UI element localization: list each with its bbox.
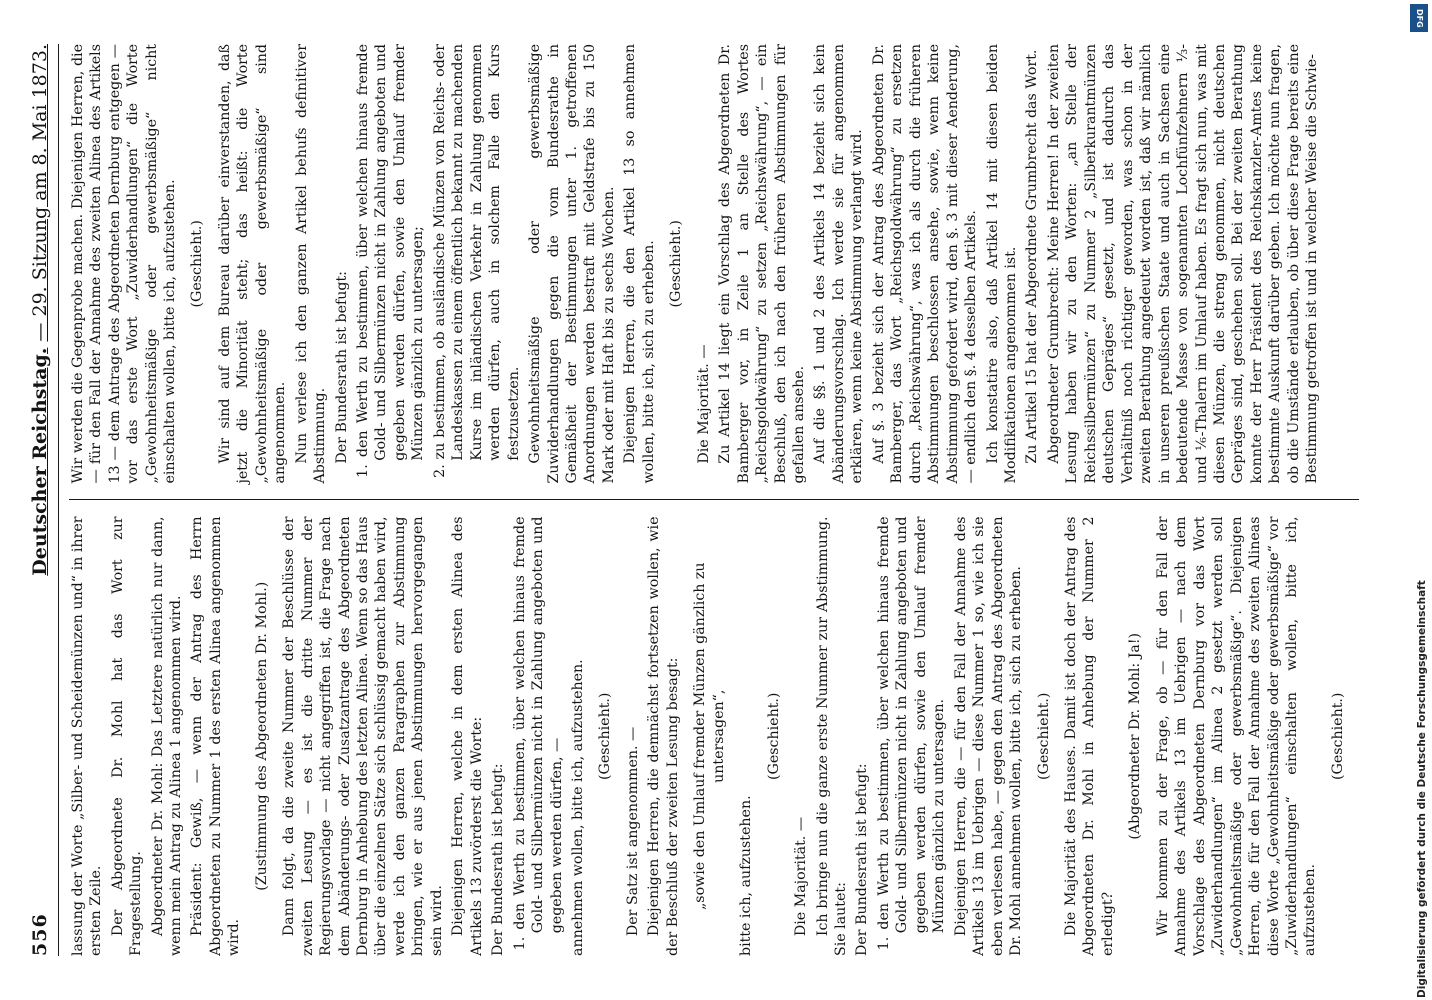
left-column-paragraph: annehmen wollen, bitte ich, aufzustehen. (570, 659, 587, 956)
right-column-paragraph: Diejenigen Herren, die den Artikel 13 so annehmen wollen, bitte ich, sich zu erheben. (622, 44, 657, 484)
left-column-paragraph: Der Bundesrath ist befugt: (490, 763, 507, 956)
right-column-paragraph: Wir werden die Gegenprobe machen. Diejenigen Herren, die — für den Fall der Annahme des zweiten Alinea des Artikels 13 — dem Antrage des Abgeordneten Dernburg entgegen — vor das erste Wort „Zuwiderhandlungen“ die Worte „Gewohnheitsmäßige oder gewerbsmäßige“ nicht einschalten wollen, bitte ich, aufzustehen. (69, 44, 178, 484)
publication-title: Deutscher Reichstag. (29, 347, 51, 576)
left-column-paragraph: Die Majorität. — (793, 816, 810, 937)
dfg-notice: Digitalisierung gefördert durch die Deutsche Forschungsgemeinschaft (1416, 580, 1428, 998)
right-column-paragraph: 1. den Werth zu bestimmen, über welchen hinaus fremde Gold- und Silbermünzen nicht in Zahlung angeboten und gegeben werden dürfen, sowie den Umlauf fremder Münzen gänzlich zu untersagen; (355, 44, 427, 478)
left-column-paragraph: 1. den Werth zu bestimmen, über welchen hinaus fremde Gold- und Silbermünzen nicht in Zahlung angeboten und gegeben werden dürfen, sowie den Umlauf fremder Münzen gänzlich zu untersagen. (875, 516, 948, 951)
left-column-paragraph: Diejenigen Herren, die demnächst fortsetzen wollen, wie der Beschluß der zweiten Lesung besagt: (646, 516, 681, 956)
left-column-paragraph: Wir kommen zu der Frage, ob — für den Fall der Annahme des Artikels 13 im Uebrigen — nach dem Vorschlage des Abgeordneten Dernburg vor das Wort „Zuwiderhandlungen“ im Alinea 2 gesetzt werden soll „Gewohnheitsmäßige oder gewerbsmäßige“. Diejenigen Herren, die für den Fall der Annahme des zweiten Alineas diese Worte „Gewohnheitsmäßige oder gewerbsmäßige“ vor „Zuwiderhandlungen“ einschalten wollen, bitte ich, aufzustehen. (1154, 516, 1319, 956)
left-column (69, 500, 1359, 957)
header-title (28, 44, 53, 576)
left-column-paragraph: „sowie den Umlauf fremder Münzen gänzlich zu untersagen“, (692, 562, 727, 911)
left-column-paragraph: Der Bundesrath ist befugt: (854, 763, 871, 956)
left-column-paragraph: Der Satz ist angenommen. — (624, 726, 641, 937)
right-column-paragraph: Ich konstatire also, daß Artikel 14 mit diesen beiden Modifikationen angenommen ist. (984, 44, 1019, 484)
left-column-paragraph: (Geschieht.) (765, 692, 782, 780)
right-column-paragraph: Die Majorität. — (695, 344, 712, 464)
dfg-attribution-strip (1406, 0, 1432, 1000)
dfg-logo-icon: DFG (1410, 4, 1428, 32)
right-column-paragraph: Auf die §§. 1 und 2 des Artikels 14 bezieht sich kein Abänderungsvorschlag. Ich werde sie für angenommen erklären, wenn keine Abstimmung verlangt wird. (812, 44, 866, 484)
left-column-paragraph: (Geschieht.) (1035, 692, 1052, 780)
right-column-paragraph: Nun verlese ich den ganzen Artikel behufs definitiver Abstimmung. (293, 44, 329, 484)
right-column-paragraph: Zu Artikel 14 liegt ein Vorschlag des Abgeordneten Dr. Bamberger vor, in Zeile 1 an Stelle des Wortes „Reichsgoldwährung“ zu setzen „Reichswährung“, — ein Beschluß, den ich nach den früheren Abstimmungen für gefallen ansehe. (717, 44, 807, 484)
right-column-paragraph: Wir sind auf dem Bureau darüber einverstanden, daß jetzt die Minorität steht; das heißt: die Worte „Gewohnheitsmäßige oder gewerbsmäßige“ sind angenommen. (216, 44, 289, 484)
right-column-paragraph: Der Bundesrath ist befugt: (333, 271, 350, 464)
right-column-paragraph: Gewohnheitsmäßige oder gewerbsmäßige Zuwiderhandlungen gegen die vom Bundesrathe in Gemäßheit der Bestimmungen unter 1. getroffenen Anordnungen werden bestraft mit Geldstrafe bis zu 150 Mark oder mit Haft bis zu sechs Wochen. (527, 44, 617, 484)
left-column-paragraph: Die Majorität des Hauses. Damit ist doch der Antrag des Abgeordneten Dr. Mohl in Anhebung der Nummer 2 erledigt? (1062, 516, 1116, 956)
right-column-paragraph: Zu Artikel 15 hat der Abgeordnete Grumbrecht das Wort. (1024, 49, 1041, 464)
left-column-paragraph: 1. den Werth zu bestimmen, über welchen hinaus fremde Gold- und Silbermünzen nicht in Zahlung angeboten und gegeben werden dürfen, — (511, 516, 565, 951)
left-column-paragraph: Präsident: Gewiß, — wenn der Antrag des Herrn Abgeordneten zu Nummer 1 des ersten Alinea angenommen wird. (189, 516, 243, 956)
right-column-paragraph: 2. zu bestimmen, ob ausländische Münzen von Reichs- oder Landeskassen zu einem öffentlich bekannt zu machenden Kurse im inländischen Verkehr in Zahlung genommen werden dürfen, auch in solchem Falle den Kurs festzusetzen. (431, 44, 522, 478)
right-column-paragraph: Abgeordneter Grumbrecht: Meine Herren! In der zweiten Lesung haben wir zu den Worten: „an Stelle der Reichssilbermünzen“ zu Nummer 2 „Silberkurantmünzen deutschen Gepräges“ gesetzt, und ist dadurch das Verhältniß noch richtiger geworden, was schon in der zweiten Berathung angedeutet worden ist, daß wir nämlich in unseren preußischen Staate und auch in Sachsen eine bedeutende Masse von sogenannten Lochfünfzehnern ⅓- und ⅙-Thalern im Umlauf haben. Es fragt sich nun, was mit diesen Münzen, die streng genommen, nicht deutschen Gepräges sind, geschehen soll. Bei der zweiten Berathung konnte der Herr Präsident des Reichskanzler-Amtes keine bestimmte Auskunft darüber geben. Ich möchte nun fragen, ob die Umstände erlauben, ob über diese Frage bereits eine Bestimmung getroffen ist und in welcher Weise die Schwie- (1045, 44, 1321, 484)
left-column-paragraph: Abgeordneter Dr. Mohl: Das Letztere natürlich nur dann, wenn mein Antrag zu Alinea 1 angenommen wird. (149, 516, 184, 956)
left-column-paragraph: Diejenigen Herren, welche in dem ersten Alinea des Artikels 13 zuvörderst die Worte: (450, 516, 485, 956)
left-column-paragraph: (Zustimmung des Abgeordneten Dr. Mohl.) (253, 581, 270, 891)
text-columns (69, 44, 1359, 956)
left-column-paragraph: bitte ich, aufzustehen. (738, 795, 755, 956)
left-column-paragraph: (Geschieht.) (1329, 692, 1346, 780)
page-header (28, 44, 59, 956)
left-column-paragraph: Der Abgeordnete Dr. Mohl hat das Wort zur Fragestellung. (109, 516, 145, 956)
page-number: 556 (29, 913, 51, 956)
right-column-paragraph: (Geschieht.) (189, 220, 206, 308)
left-column-paragraph: Ich bringe nun die ganze erste Nummer zur Abstimmung. Sie lautet: (814, 516, 849, 956)
right-column-paragraph: Auf §. 3 bezieht sich der Antrag des Abgeordneten Dr. Bamberger, das Wort „Reichsgoldwährung“ zu ersetzen durch „Reichswährung“, was ich als durch die früheren Abstimmungen beschlossen ansehe, sowie, wenn keine Abstimmung gefordert wird, den §. 3 mit dieser Aenderung, — endlich den §. 4 desselben Artikels. (870, 44, 980, 484)
left-column-paragraph: (Geschieht.) (597, 692, 614, 780)
right-column (69, 44, 1359, 500)
session-title: — 29. Sitzung am 8. Mai 1873. (29, 44, 51, 342)
left-column-paragraph: Diejenigen Herren, die — für den Fall der Annahme des Artikels 13 im Uebrigen — diese Nummer 1 so, wie ich sie eben verlesen habe, — gegen den Antrag des Abgeordneten Dr. Mohl annehmen wollen, bitte ich, sich zu erheben. (952, 516, 1025, 956)
left-column-paragraph: (Abgeordneter Dr. Mohl: Ja!) (1127, 632, 1144, 840)
left-column-paragraph: Dann folgt, da die zweite Nummer der Beschlüsse der zweiten Lesung — es ist die dritte Nummer der Regierungsvorlage — nicht angegriffen ist, die Frage nach dem Abänderungs- oder Zusatzantrage des Abgeordneten Dernburg in Anhebung des letzten Alinea. Wenn so das Haus über die einzelnen Sätze sich schlüssig gemacht haben wird, werde ich den ganzen Paragraphen zur Abstimmung bringen, wie er aus jenen Abstimmungen hervorgegangen sein wird. (281, 516, 445, 956)
right-column-paragraph: (Geschieht.) (668, 220, 685, 308)
left-column-paragraph: lassung der Worte „Silber- und Scheidemünzen und“ in ihrer ersten Zeile. (69, 516, 105, 956)
